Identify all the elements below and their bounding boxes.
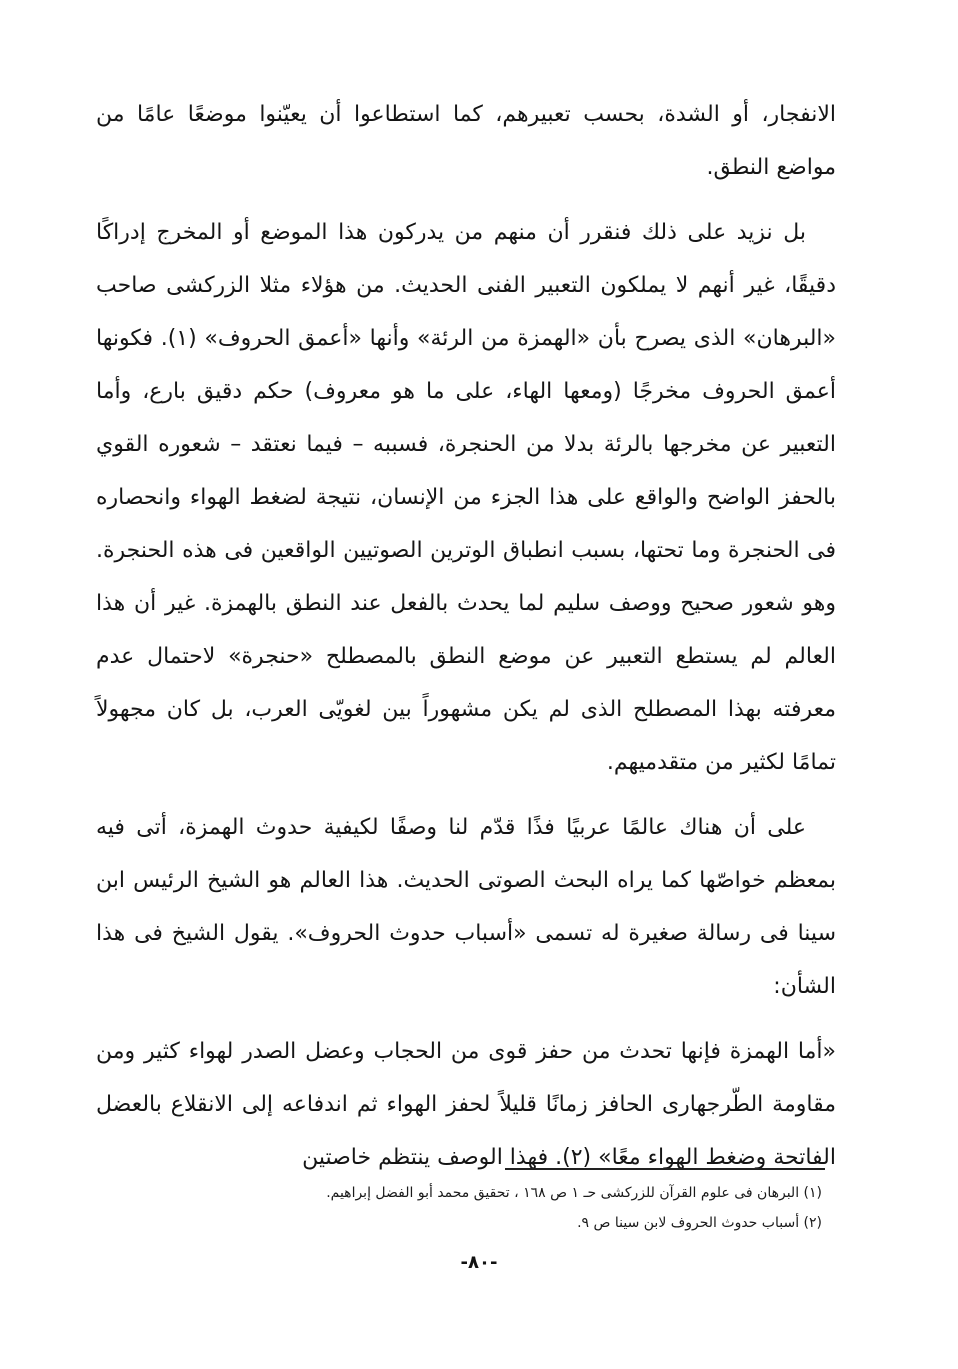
paragraph-ibn-sina-intro: على أن هناك عالمًا عربيًا فذًا قدّم لنا وصفًا لكيفية حدوث الهمزة، أتى فيه بمعظم خواصّها كما يراه البحث الصوتى الحديث. هذا العالم هو الشيخ الرئيس ابن سينا فى رسالة صغيرة له تسمى «أسباب حدوث الحروف». يقول الشيخ فى هذا الشأن:: [96, 815, 836, 999]
body-text: [96, 88, 836, 1196]
paragraph-continuation: الانفجار، أو الشدة، بحسب تعبيرهم، كما استطاعوا أن يعيّنوا موضعًا عامًا من مواضع النطق.: [96, 102, 836, 180]
paragraph-quotation: «أما الهمزة فإنها تحدث من حفز قوى من الحجاب وعضل الصدر لهواء كثير ومن مقاومة الطّرجهارى الحافز زمانًا قليلاً لحفز الهواء ثم اندفاعه إلى الانقلاع بالعضل الفاتحة وضغط الهواء معًا» (٢). فهذا الوصف ينتظم خاصتين: [96, 1039, 836, 1170]
footnotes: [300, 1178, 822, 1238]
page-number: -٨٠-: [460, 1252, 498, 1273]
footnote-divider: [505, 1168, 825, 1170]
footnote-2: (٢) أسباب حدوث الحروف لابن سينا ص ٩.: [577, 1215, 822, 1231]
paragraph-zarkashi: بل نزيد على ذلك فنقرر أن منهم من يدركون هذا الموضع أو المخرج إدراكًا دقيقًا، غير أنهم لا يملكون التعبير الفنى الحديث. من هؤلاء مثلا الزركشى صاحب «البرهان» الذى يصرح بأن «الهمزة من الرئة» وأنها «أعمق الحروف» (١). فكونها أعمق الحروف مخرجًا (ومعها الهاء، على ما هو معروف) حكم دقيق بارع، وأما التعبير عن مخرجها بالرئة بدلا من الحنجرة، فسببه – فيما نعتقد – شعوره القوي بالحفز الواضح والواقع على هذا الجزء من الإنسان، نتيجة لضغط الهواء وانحصاره فى الحنجرة وما تحتها، بسبب انطباق الوترين الصوتيين الواقعين فى هذه الحنجرة. وهو شعور صحيح ووصف سليم لما يحدث بالفعل عند النطق بالهمزة. غير أن هذا العالم لم يستطع التعبير عن موضع النطق بالمصطلح «حنجرة» لاحتمال عدم معرفته بهذا المصطلح الذى لم يكن مشهوراً بين لغويّى العرب، بل كان مجهولاً تمامًا لكثير من متقدميهم.: [96, 220, 836, 775]
footnote-1: (١) البرهان فى علوم القرآن للزركشى حـ ١ ص ١٦٨ ، تحقيق محمد أبو الفضل إبراهيم.: [326, 1185, 822, 1201]
